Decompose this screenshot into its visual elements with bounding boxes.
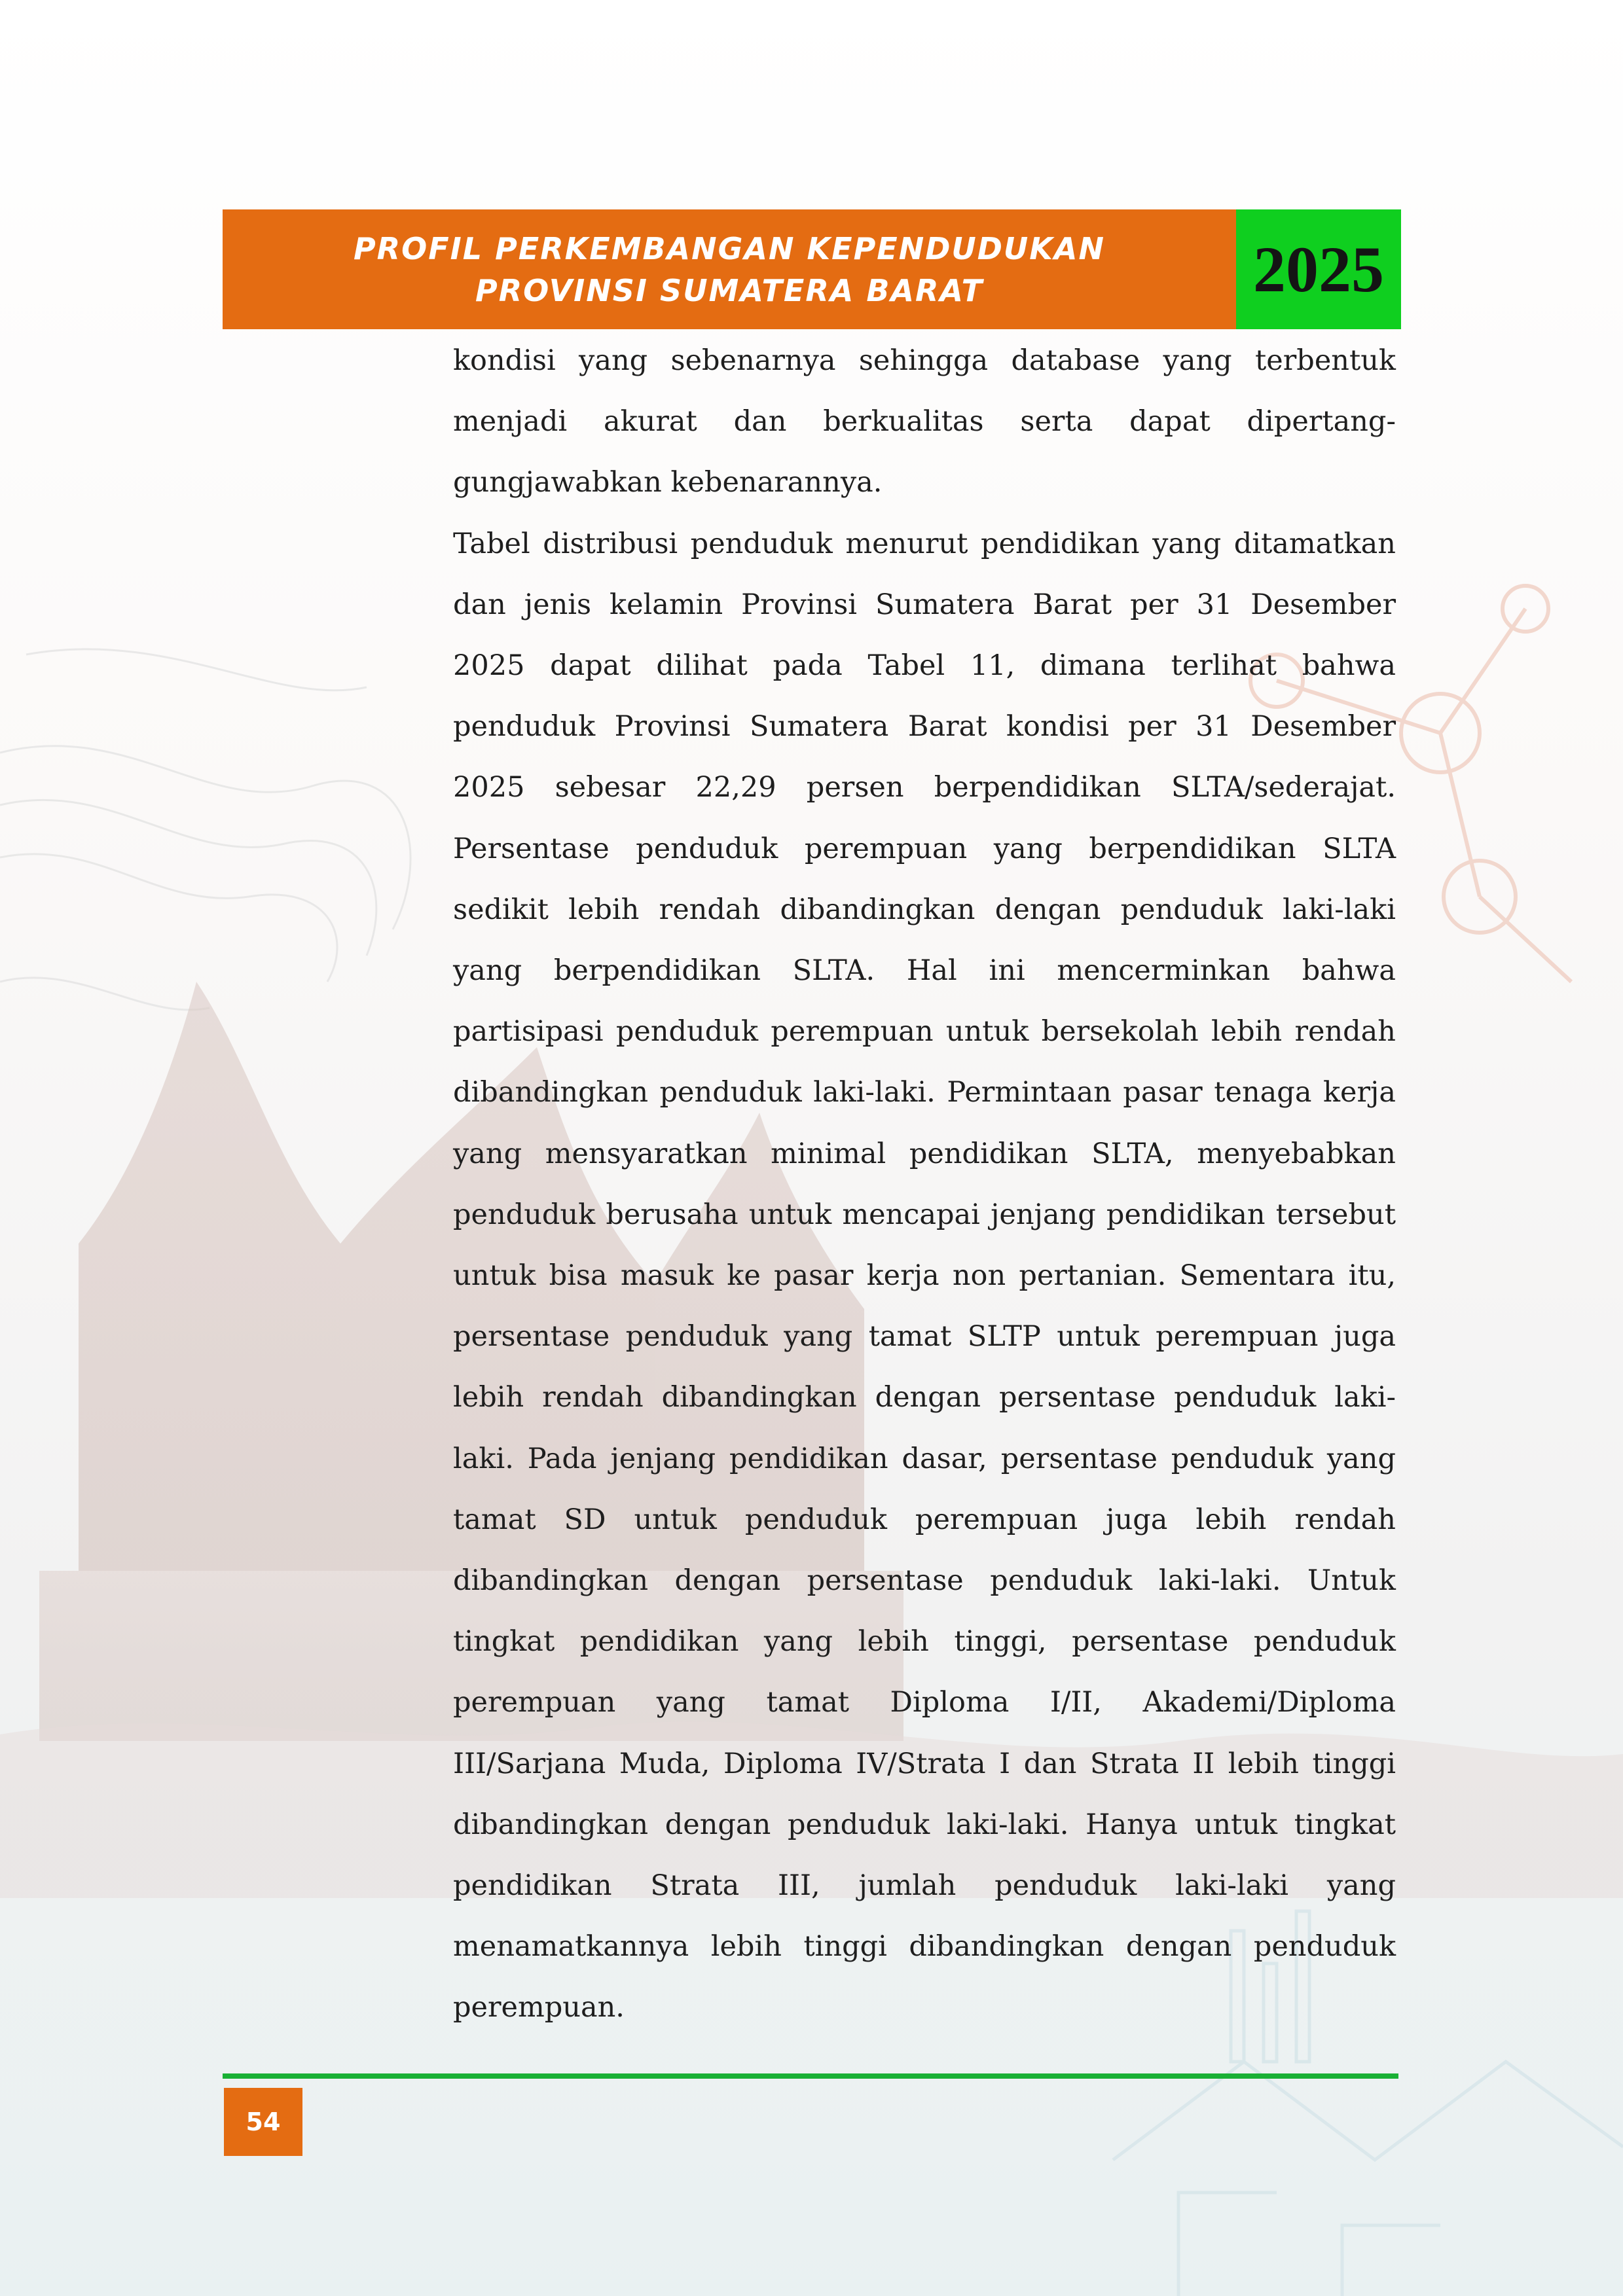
paragraph-2: Tabel distribusi penduduk menurut pendidikan yang ditamatkan dan jenis kelamin Provinsi Sumatera Barat per 31 Desember 2025 dapat dilihat pada Tabel 11, dimana terlihat bahwa penduduk Provinsi Sumatera Barat kondisi per 31 Desember 2025 sebesar 22,29 persen berpendidikan SLTA/sederajat. Persentase penduduk perempuan yang berpendidikan SLTA sedikit lebih rendah dibandingkan dengan penduduk laki-laki yang berpendidikan SLTA. Hal ini mencerminkan bahwa partisipasi penduduk perempuan untuk bersekolah lebih rendah dibandingkan penduduk laki-laki. Permintaan pasar tenaga kerja yang mensyaratkan minimal pendidikan SLTA, menyebabkan penduduk berusaha untuk mencapai jenjang pendidikan tersebut untuk bisa masuk ke pasar kerja non pertanian. Sementara itu, persentase penduduk yang tamat SLTP untuk perempuan juga lebih rendah dibandingkan dengan persentase penduduk laki-laki. Pada jenjang pendidikan dasar, persentase penduduk yang tamat SD untuk penduduk perempuan juga lebih rendah dibandingkan dengan persentase penduduk laki-laki. Untuk tingkat pendidikan yang lebih tinggi, persentase penduduk perempuan yang tamat Diploma I/II, Akademi/Diploma III/Sarjana Muda, Diploma IV/Strata I dan Strata II lebih tinggi dibandingkan dengan penduduk laki-laki. Hanya untuk tingkat pendidikan Strata III, jumlah penduduk laki-laki yang menamatkannya lebih tinggi dibandingkan dengan penduduk perempuan.	[453, 527, 1396, 2024]
header-year-box	[1236, 209, 1401, 329]
page-header	[223, 209, 1401, 329]
footer-divider	[223, 2073, 1398, 2079]
page-number-box	[224, 2088, 302, 2156]
header-title-line-2: PROVINSI SUMATERA BARAT	[475, 272, 984, 308]
header-title-line-1: PROFIL PERKEMBANGAN KEPENDUDUKAN	[353, 230, 1106, 266]
header-title-banner	[223, 209, 1236, 329]
page-number: 54	[246, 2108, 281, 2136]
header-year: 2025	[1253, 233, 1384, 306]
body-text	[453, 331, 1396, 2039]
paragraph-1: kondisi yang sebenarnya sehingga database yang terbentuk menjadi akurat dan berkualitas serta dapat dipertanggungjawabkan kebenarannya.	[453, 344, 1396, 499]
